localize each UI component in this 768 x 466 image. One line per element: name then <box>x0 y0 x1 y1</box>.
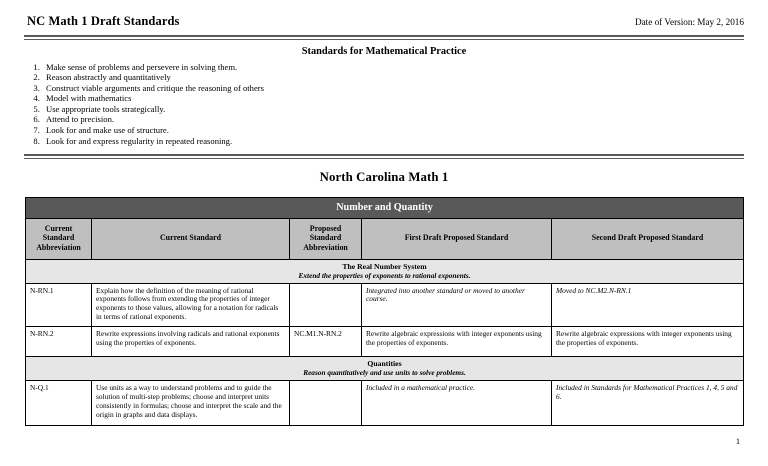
cell-current-standard: Rewrite expressions involving radicals and rational exponents using the properties of exponents. <box>92 327 290 357</box>
cell-second-draft: Rewrite algebraic expressions with integer exponents using the properties of exponents. <box>552 327 744 357</box>
page-title: North Carolina Math 1 <box>319 169 449 184</box>
header-line: Current <box>44 223 73 233</box>
list-item: 2. Reason abstractly and quantitatively <box>42 72 768 83</box>
header-line: Abbreviation <box>303 242 348 252</box>
cell-current-standard: Explain how the definition of the meaning of rational exponents follows from extending the properties of integer exponents to those values, allowing for a notation for radicals in terms of rational exponents. <box>92 283 290 327</box>
column-header-second-draft: Second Draft Proposed Standard <box>552 218 744 259</box>
domain-banner-row <box>26 197 744 218</box>
list-item: 6. Attend to precision. <box>42 114 768 125</box>
cell-proposed-abbrev <box>290 283 362 327</box>
column-header-current-abbrev <box>26 218 92 259</box>
cluster-description: Reason quantitatively and use units to solve problems. <box>303 368 466 378</box>
standards-table <box>25 197 744 426</box>
list-item: 4. Model with mathematics <box>42 93 768 104</box>
domain-banner: Number and Quantity <box>26 197 744 218</box>
cluster-cell <box>26 259 744 283</box>
header-line: Standard <box>42 233 75 243</box>
column-header-first-draft: First Draft Proposed Standard <box>362 218 552 259</box>
cell-current-abbrev: N-RN.2 <box>26 327 92 357</box>
cell-current-standard: Use units as a way to understand problems and to guide the solution of multi-step problems; choose and interpret units consistently in formulas; choose and interpret the scale and the origin in graphs and data displays. <box>92 381 290 426</box>
table-row <box>26 327 744 357</box>
cell-first-draft: Integrated into another standard or moved to another course. <box>362 283 552 327</box>
cluster-row <box>26 259 744 283</box>
cell-second-draft: Included in Standards for Mathematical Practices 1, 4, 5 and 6. <box>552 381 744 426</box>
page-number: 1 <box>735 437 740 446</box>
cluster-cell <box>26 357 744 381</box>
table-row <box>26 381 744 426</box>
running-header <box>0 0 768 29</box>
cell-first-draft: Rewrite algebraic expressions with integer exponents using the properties of exponents. <box>362 327 552 357</box>
cluster-description: Extend the properties of exponents to rational exponents. <box>298 270 471 280</box>
column-header-proposed-abbrev <box>290 218 362 259</box>
list-item: 1. Make sense of problems and persevere in solving them. <box>42 62 768 73</box>
list-item: 7. Look for and make use of structure. <box>42 125 768 136</box>
table-row <box>26 283 744 327</box>
cell-proposed-abbrev: NC.M1.N-RN.2 <box>290 327 362 357</box>
list-item: 5. Use appropriate tools strategically. <box>42 104 768 115</box>
smp-list <box>0 62 768 147</box>
header-line: Proposed <box>309 223 342 233</box>
cell-current-abbrev: N-Q.1 <box>26 381 92 426</box>
cluster-name: Quantities <box>367 359 402 369</box>
header-divider <box>24 35 744 40</box>
section-divider <box>24 154 744 159</box>
cell-second-draft: Moved to NC.M2.N-RN.1 <box>552 283 744 327</box>
cell-current-abbrev: N-RN.1 <box>26 283 92 327</box>
column-header-row <box>26 218 744 259</box>
header-line: Abbreviation <box>36 242 81 252</box>
version-date: Date of Version: May 2, 2016 <box>634 17 744 27</box>
list-item: 3. Construct viable arguments and critique the reasoning of others <box>42 83 768 94</box>
cluster-name: The Real Number System <box>342 261 427 271</box>
document-title: NC Math 1 Draft Standards <box>27 14 180 28</box>
column-header-current-standard: Current Standard <box>92 218 290 259</box>
cell-first-draft: Included in a mathematical practice. <box>362 381 552 426</box>
header-line: Standard <box>309 233 342 243</box>
cell-proposed-abbrev <box>290 381 362 426</box>
cluster-row <box>26 357 744 381</box>
smp-heading: Standards for Mathematical Practice <box>301 45 467 57</box>
list-item: 8. Look for and express regularity in repeated reasoning. <box>42 136 768 147</box>
standards-table-wrapper <box>25 197 743 426</box>
